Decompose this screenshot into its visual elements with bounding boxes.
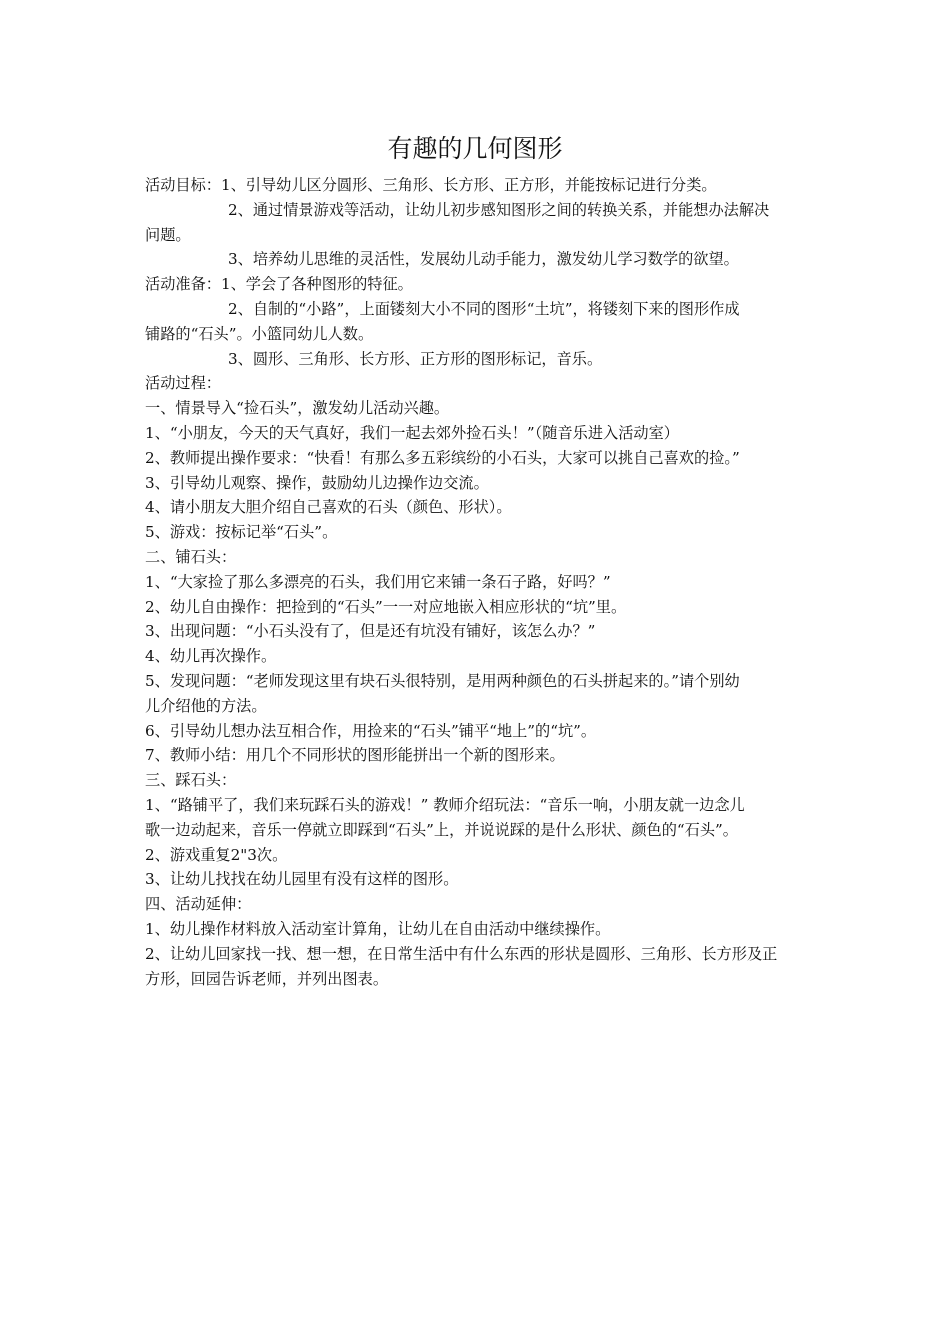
document-body — [145, 173, 813, 991]
text-line: 歌一边动起来，音乐一停就立即踩到“石头”上，并说说踩的是什么形状、颜色的“石头”。 — [145, 820, 738, 839]
text-line: 5、游戏：按标记举“石头”。 — [145, 523, 338, 542]
text-line: 一、情景导入“捡石头”，激发幼儿活动兴趣。 — [145, 399, 450, 418]
text-line: 二、铺石头： — [145, 547, 237, 566]
document-title: 有趣的几何图形 — [387, 134, 563, 163]
text-line: 活动目标：1、引导幼儿区分圆形、三角形、长方形、正方形，并能按标记进行分类。 — [145, 176, 717, 194]
text-line: 问题。 — [145, 225, 191, 244]
text-line: 1、“小朋友，今天的天气真好，我们一起去郊外捡石头！”（随音乐进入活动室） — [145, 423, 679, 442]
text-line: 儿介绍他的方法。 — [145, 696, 267, 715]
text-line: 3、引导幼儿观察、操作，鼓励幼儿边操作边交流。 — [145, 473, 489, 492]
text-line: 2、通过情景游戏等活动，让幼儿初步感知图形之间的转换关系，并能想办法解决 — [228, 200, 770, 219]
text-line: 1、幼儿操作材料放入活动室计算角，让幼儿在自由活动中继续操作。 — [145, 919, 611, 938]
text-line: 1、“大家捡了那么多漂亮的石头，我们用它来铺一条石子路，好吗？” — [145, 572, 611, 591]
text-line: 7、教师小结：用几个不同形状的图形能拼出一个新的图形来。 — [145, 746, 565, 765]
text-line: 2、教师提出操作要求：“快看！有那么多五彩缤纷的小石头，大家可以挑自己喜欢的捡。” — [145, 448, 740, 467]
text-line: 活动准备：1、学会了各种图形的特征。 — [145, 275, 413, 294]
text-line: 3、出现问题：“小石头没有了，但是还有坑没有铺好，该怎么办？” — [145, 622, 596, 641]
text-line: 四、活动延伸： — [145, 895, 252, 914]
text-line: 5、发现问题：“老师发现这里有块石头很特别，是用两种颜色的石头拼起来的。”请个别幼 — [145, 671, 740, 690]
text-line: 2、游戏重复2"3次。 — [145, 845, 288, 864]
text-line: 方形，回园告诉老师，并列出图表。 — [145, 969, 388, 988]
text-line: 2、自制的“小路”，上面镂刻大小不同的图形“土坑”，将镂刻下来的图形作成 — [228, 299, 740, 318]
text-line: 3、让幼儿找找在幼儿园里有没有这样的图形。 — [145, 870, 459, 889]
text-line: 3、圆形、三角形、长方形、正方形的图形标记，音乐。 — [228, 349, 603, 368]
text-line: 铺路的“石头”。小篮同幼儿人数。 — [145, 324, 374, 343]
text-line: 4、请小朋友大胆介绍自己喜欢的石头（颜色、形状）。 — [145, 498, 512, 517]
text-line: 4、幼儿再次操作。 — [145, 647, 277, 666]
text-line: 2、让幼儿回家找一找、想一想，在日常生活中有什么东西的形状是圆形、三角形、长方形及正 — [145, 944, 778, 963]
text-line: 活动过程： — [145, 374, 221, 393]
text-line: 1、“路铺平了，我们来玩踩石头的游戏！” 教师介绍玩法：“音乐一响，小朋友就一边念儿 — [145, 795, 745, 814]
text-line: 2、幼儿自由操作：把捡到的“石头”一一对应地嵌入相应形状的“坑”里。 — [145, 597, 627, 616]
text-line: 三、踩石头： — [145, 771, 237, 790]
text-line: 3、培养幼儿思维的灵活性，发展幼儿动手能力，激发幼儿学习数学的欲望。 — [228, 250, 739, 269]
text-line: 6、引导幼儿想办法互相合作，用捡来的“石头”铺平“地上”的“坑”。 — [145, 721, 597, 740]
